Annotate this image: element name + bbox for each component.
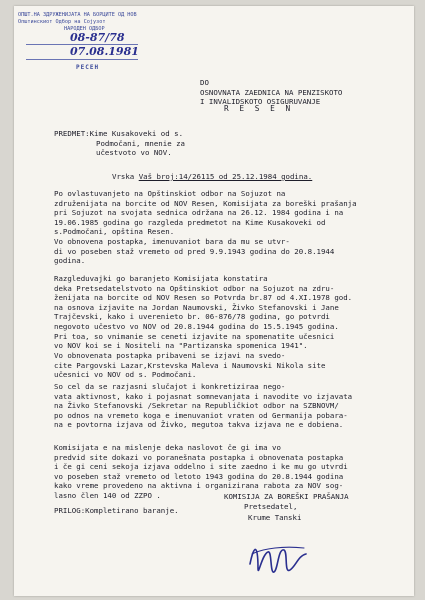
- text-line: Vo obnovenata postapka pribaveni se izjavi na svedo-: [54, 351, 286, 360]
- text-line: ženijata na borcite od NOV Resen so Potvrda br.87 od 4.XI.1978 god.: [54, 293, 353, 303]
- text-line: vo NOV koi se i Nositeli na "Partizanska spomenica 1941".: [54, 341, 308, 351]
- reference-line: [112, 172, 312, 182]
- text-line: negovoto učestvo vo NOV od 20.8.1944 godina do 15.5.1945 godina.: [54, 321, 339, 331]
- text-line: na e povtorna izjava od Živko, megutoa takva izjava ne e dobiena.: [54, 420, 344, 430]
- text-line: učesnici vo NOV od s. Podmočani.: [54, 370, 197, 380]
- text-line: So cel da se razjasni slučajot i konkretiziraa nego-: [54, 382, 286, 391]
- stamp-number: 08-87/78: [70, 31, 125, 44]
- text-line: po odnos na vremeto koga e imenuvaniot vraten od Germanija pobara-: [54, 410, 348, 420]
- text-line: di vo poseben staž vremeto od pred 9.9.1943 godina do 20.8.1944: [54, 246, 335, 256]
- registry-stamp: [18, 12, 146, 92]
- text-line: deka Pretsedatelstvoto na Opštinskiot odbor na Sojuzot na zdru-: [54, 283, 335, 293]
- attachment-note: PRILOG:Kompletirano baranje.: [54, 506, 179, 515]
- text-line: Po ovlastuvanjeto na Opštinskiot odbor na Sojuzot na: [54, 189, 286, 198]
- reference-number: Vaš broj:14/26115 od 25.12.1984 godina.: [138, 172, 313, 181]
- paragraph: [54, 237, 334, 266]
- subject-line: PREDMET:Kime Kusakoveki od s.: [54, 129, 184, 138]
- address-to: DO: [200, 78, 209, 87]
- text-line: 19.06.1985 godina go razgleda predmetot na Kime Kusakoveki od: [54, 217, 326, 227]
- text-line: na Živko Stefanovski /Sekretar na Republičkiot odbor na SZBNOVM/: [54, 401, 339, 411]
- stamp-line: ОПШТ.НА ЗДРУЖЕНИЈАТА НА БОРЦИТЕ ОД НОВ: [18, 12, 137, 18]
- document-page: [14, 6, 414, 596]
- address-line: OSNOVNATA ZAEDNICA NA PENZISKOTO: [200, 87, 343, 97]
- paragraph: [54, 382, 352, 430]
- subject-line: učestvoto vo NOV.: [96, 148, 172, 158]
- text-line: pri Sojuzot na svojata sednica održana na 26.12. 1984 godina i na: [54, 208, 344, 218]
- subject-line: Podmočani, mnenie za: [96, 138, 185, 148]
- reference-prefix: Vrska: [112, 172, 135, 181]
- stamp-rule: [26, 59, 138, 60]
- signatory-title: Pretsedatel,: [244, 502, 298, 512]
- text-line: Razgleduvajki go baranjeto Komisijata konstatira: [54, 274, 268, 283]
- text-line: Trajčevski, kako i uverenieto br. 06-876/78 godina, go potvrdi: [54, 312, 330, 322]
- paragraph: [54, 351, 325, 380]
- text-line: kako vreme provedeno na aktivna i organizirana rabota za NOV sog-: [54, 481, 344, 491]
- text-line: Vo obnovena postapka, imenuvaniot bara da mu se utvr-: [54, 237, 290, 246]
- stamp-date: 07.08.1981: [70, 45, 139, 58]
- text-line: združenijata na borcite od NOV Resen, Komisijata za boreški prašanja: [54, 198, 357, 208]
- text-line: vata aktivnost, kako i pojasnat somnevanjata i navodite vo izjavata: [54, 391, 353, 401]
- handwritten-signature: [244, 534, 314, 584]
- address-line: I INVALIDSKOTO OSIGURUVANJE: [200, 97, 321, 107]
- text-line: i če gi ceni sekoja izjava oddelno i site zaedno i ke mu go utvrdi: [54, 462, 348, 472]
- text-line: s.Podmočani, opština Resen.: [54, 227, 175, 237]
- signatory-body: KOMISIJA ZA BOREŠKI PRAŠANJA: [224, 492, 349, 501]
- recipient-city: R E S E N: [224, 104, 294, 113]
- text-line: Pri toa, so vnimanie se ceneti izjavite na spomenatite učesnici: [54, 331, 335, 341]
- text-line: lasno člen 140 od ZZPO .: [54, 490, 161, 500]
- signature-block: [224, 492, 349, 523]
- text-line: Komisijata e na mislenje deka naslovot če gi ima vo: [54, 443, 281, 452]
- subject-block: [54, 129, 185, 158]
- text-line: godina.: [54, 256, 86, 266]
- signatory-name: Krume Tanski: [248, 512, 302, 522]
- stamp-city: РЕСЕН: [76, 64, 100, 71]
- stamp-line: Општинскиот Одбор на Сојузот: [18, 19, 106, 25]
- text-line: vo poseben staž vremeto od letoto 1943 godina do 20.8.1944 godina: [54, 471, 344, 481]
- text-line: predvid site dokazi vo poranešnata postapka i obnovenata postapka: [54, 452, 344, 462]
- paragraph: [54, 189, 357, 237]
- paragraph: [54, 274, 352, 351]
- text-line: cite Pargovski Lazar,Krstevska Maleva i Naumovski Nikola site: [54, 360, 326, 370]
- text-line: na osnova izjavite na Jordan Naumovski, Živko Stefanovski i Jane: [54, 302, 339, 312]
- recipient-address: [200, 78, 342, 107]
- stamp-line: НАРОДЕН ОДБОР: [64, 26, 105, 32]
